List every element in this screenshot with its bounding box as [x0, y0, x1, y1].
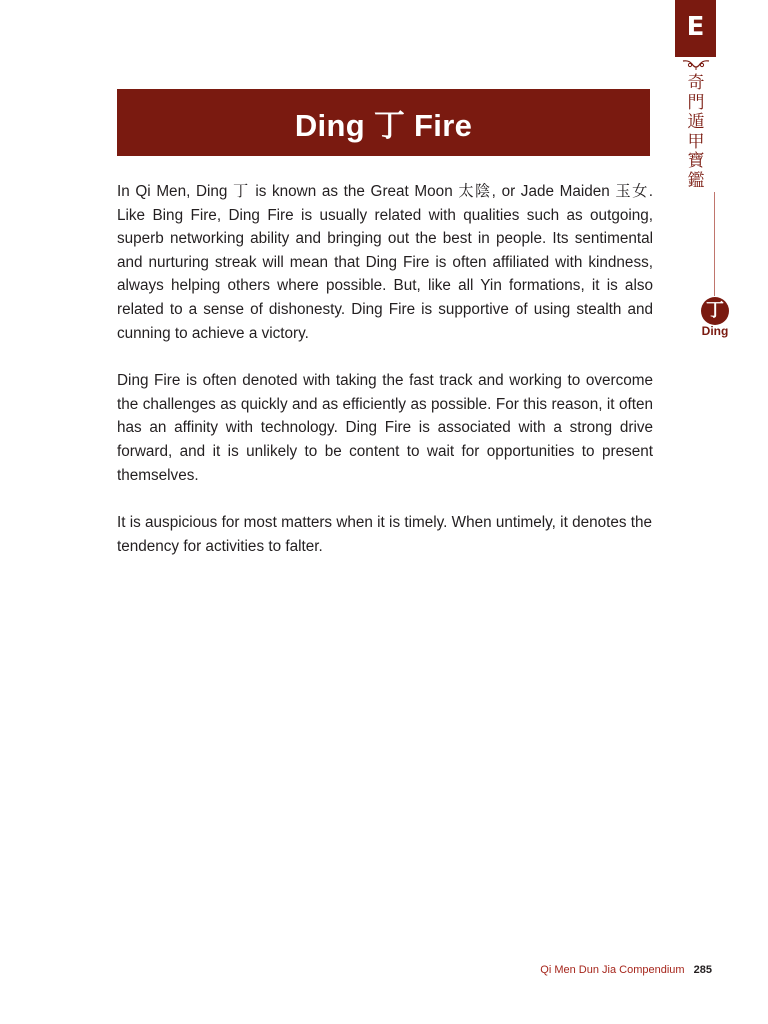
- section-letter: E: [686, 12, 705, 42]
- section-tab: [675, 0, 716, 57]
- vertical-title-char: 遁: [687, 112, 705, 132]
- ding-badge-label: Ding: [701, 324, 729, 338]
- vertical-title-char: 門: [687, 92, 705, 113]
- side-divider-line: [714, 192, 715, 296]
- vertical-title-char: 鑑: [687, 170, 705, 191]
- body-text: [117, 180, 653, 582]
- vertical-title-char: 甲: [687, 131, 705, 152]
- scroll-ornament-icon: [681, 58, 711, 70]
- paragraph: It is auspicious for most matters when it is timely. When untimely, it denotes the tendency for activities to falter.: [117, 514, 653, 555]
- footer-book-title: Qi Men Dun Jia Compendium: [540, 964, 685, 976]
- paragraph: In Qi Men, Ding 丁 is known as the Great Moon 太陰, or Jade Maiden 玉女. Like Bing Fire, Ding Fire is usually related with qualities such as outgoing, superb networking ability and bringing out the best in people. Its sentimental and nurturing streak will mean that Ding Fire is often affiliated with kindness, always helping others where possible. But, like all Yin formations, it is also related to a sense of dishonesty. Ding Fire is supportive of using stealth and cunning to achieve a victory.: [117, 183, 653, 342]
- page-number: 285: [693, 964, 712, 976]
- page-footer: [540, 963, 712, 977]
- title-banner: [117, 89, 650, 156]
- page-title: Ding 丁 Fire: [294, 108, 473, 143]
- vertical-title-char: 寶: [687, 151, 705, 171]
- paragraph: Ding Fire is often denoted with taking the fast track and working to overcome the challenges as quickly and as efficiently as possible. For this reason, it often has an affinity with technology. Ding Fire is associated with a strong drive forward, and it is unlikely to be content to wait for opportunities to present themselves.: [117, 372, 653, 484]
- ding-badge: 丁: [701, 297, 729, 325]
- vertical-title-char: 奇: [687, 73, 705, 93]
- vertical-book-title: [683, 74, 709, 191]
